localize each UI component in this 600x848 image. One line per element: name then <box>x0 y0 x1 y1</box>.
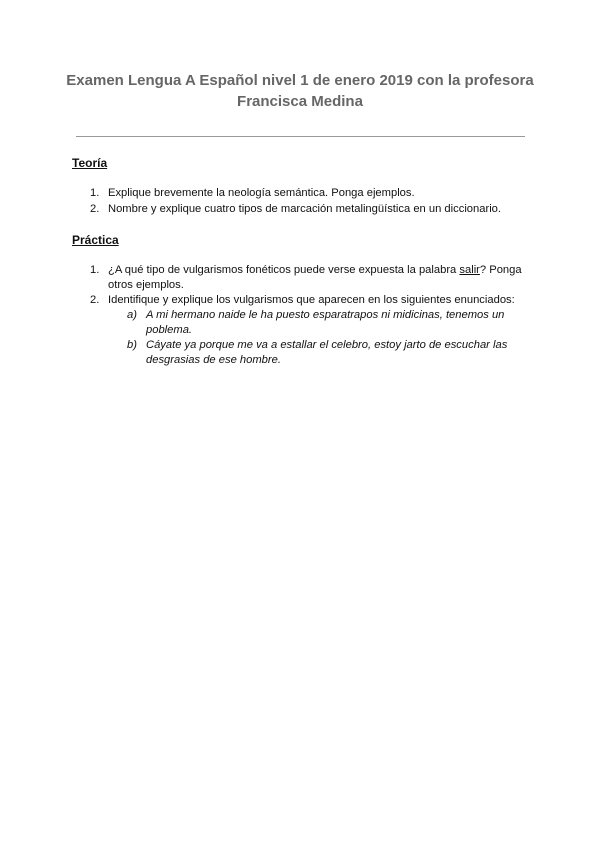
item-text: Nombre y explique cuatro tipos de marcación metalingüística en un diccionario. <box>108 203 502 215</box>
sub-item-letter: a) <box>127 309 137 321</box>
item-number: 1. <box>90 264 100 276</box>
sub-item-letter: b) <box>127 339 137 351</box>
item-number: 1. <box>90 187 100 199</box>
horizontal-divider <box>76 136 525 137</box>
section-heading-practica: Práctica <box>72 233 119 247</box>
sub-item-text: A mi hermano naide le ha puesto esparatrapos ni midicinas, tenemos un poblema. <box>146 309 505 336</box>
item-text: Explique brevemente la neología semántica. Ponga ejemplos. <box>108 187 415 199</box>
item-number: 2. <box>90 203 100 215</box>
document-title: Examen Lengua A Español nivel 1 de enero 2019 con la profesora Francisca Medina <box>66 72 534 110</box>
item-number: 2. <box>90 294 100 306</box>
sub-item-text: Cáyate ya porque me va a estallar el celebro, estoy jarto de escuchar las desgrasias de ese hombre. <box>146 339 508 366</box>
item-text: Identifique y explique los vulgarismos que aparecen en los siguientes enunciados: <box>108 294 515 306</box>
section-heading-teoria: Teoría <box>72 156 108 170</box>
item-text: ¿A qué tipo de vulgarismos fonéticos puede verse expuesta la palabra salir? Ponga otros ejemplos. <box>108 264 522 291</box>
underlined-word: salir <box>459 264 480 276</box>
